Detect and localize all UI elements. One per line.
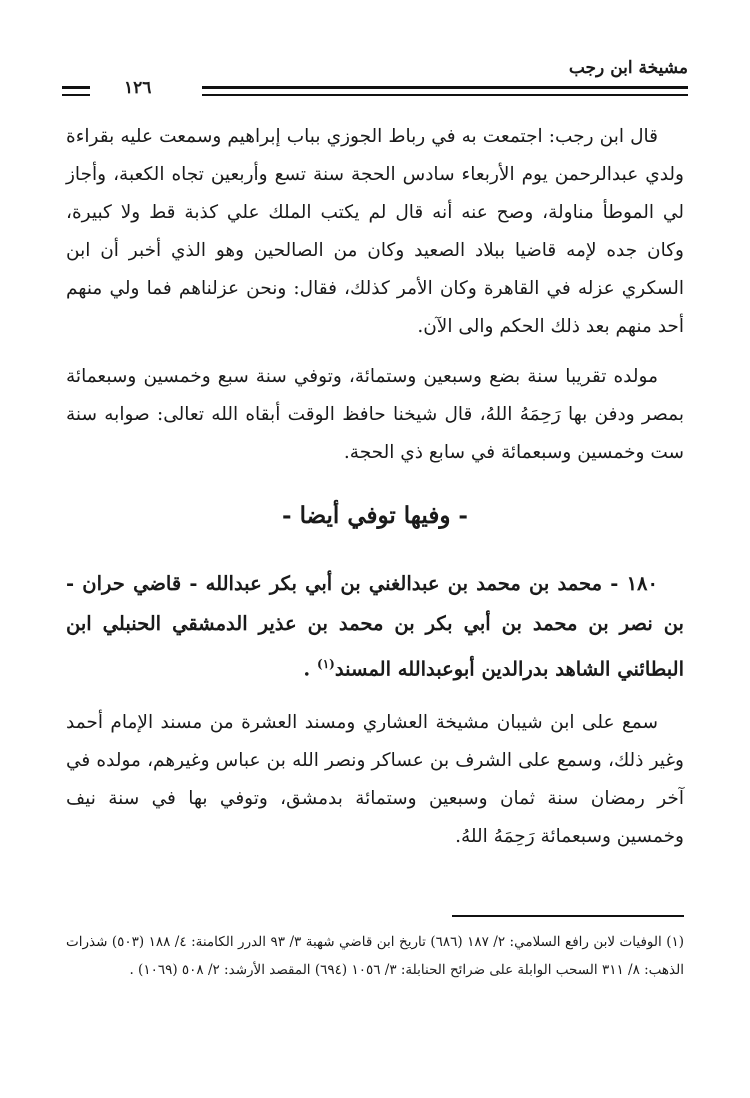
page-body xyxy=(66,118,684,856)
biography-entry-title xyxy=(66,564,684,690)
footnote: (١) الوفيات لابن رافع السلامي: ٢/ ١٨٧ (٦٨٦) تاريخ ابن قاضي شهبة ٣/ ٩٣ الدرر الكامنة: ٤/ ١٨٨ (٥٠٣) شذرات الذهب: ٨/ ٣١١ السحب الوابلة على ضرائح الحنابلة: ٣/ ١٠٥٦ (٦٩٤) المقصد الأرشد: ٢/ ٥٠٨ (١٠٦٩) . xyxy=(66,934,685,978)
running-title: مشيخة ابن رجب xyxy=(568,58,688,78)
entry-text: ١٨٠ - محمد بن محمد بن عبدالغني بن أبي بكر عبدالله - قاضي حران - بن نصر بن محمد بن أبي بكر بن محمد بن عذير الدمشقي الحنبلي ابن البطائني الشاهد بدرالدين أبوعبدالله المسند xyxy=(66,572,684,681)
footnote-reference: (١) xyxy=(317,657,335,671)
header-rule-right-thin xyxy=(202,94,688,96)
header-rule-left-thick xyxy=(62,86,90,89)
footnote-divider xyxy=(452,915,684,917)
entry-end: . xyxy=(303,657,311,681)
body-paragraph-2: مولده تقريبا سنة بضع وسبعين وستمائة، وتوفي سنة سبع وخمسين وسبعمائة بمصر ودفن بها رَحِمَهُ اللهُ، قال شيخنا حافظ الوقت أبقاه الله تعالى: صوابه سنة ست وخمسين وسبعمائة في سابع ذي الحجة. xyxy=(66,366,684,463)
page-header xyxy=(62,58,688,108)
header-rule-right-thick xyxy=(202,86,688,89)
page-number: ١٢٦ xyxy=(124,78,152,98)
section-heading: - وفيها توفي أيضا - xyxy=(282,502,468,529)
entry-paragraph: سمع على ابن شيبان مشيخة العشاري ومسند العشرة من مسند الإمام أحمد وغير ذلك، وسمع على الشرف بن عساكر ونصر الله بن عباس وغيرهم، مولده في آخر رمضان سنة ثمان وسبعين وستمائة بدمشق، وتوفي بها في سنة نيف وخمسين وسبعمائة رَحِمَهُ اللهُ. xyxy=(66,711,684,847)
header-rule-left-thin xyxy=(62,94,90,96)
body-paragraph-1: قال ابن رجب: اجتمعت به في رباط الجوزي بباب إبراهيم وسمعت عليه بقراءة ولدي عبدالرحمن يوم الأربعاء سادس الحجة سنة تسع وأربعين تجاه الكعبة، وأجاز لي الموطأ مناولة، وصح عنه أنه قال لم يكتب الملك علي كذبة قط ولا كبيرة، وكان جده لإمه قاضيا ببلاد الصعيد وكان من الصالحين وهو الذي أخبر أن ابن السكري عزله في القاهرة وكان الأمر كذلك، فقال: ونحن عزلناهم فما ولي منهم أحد منهم بعد ذلك الحكم والى الآن. xyxy=(66,126,684,337)
